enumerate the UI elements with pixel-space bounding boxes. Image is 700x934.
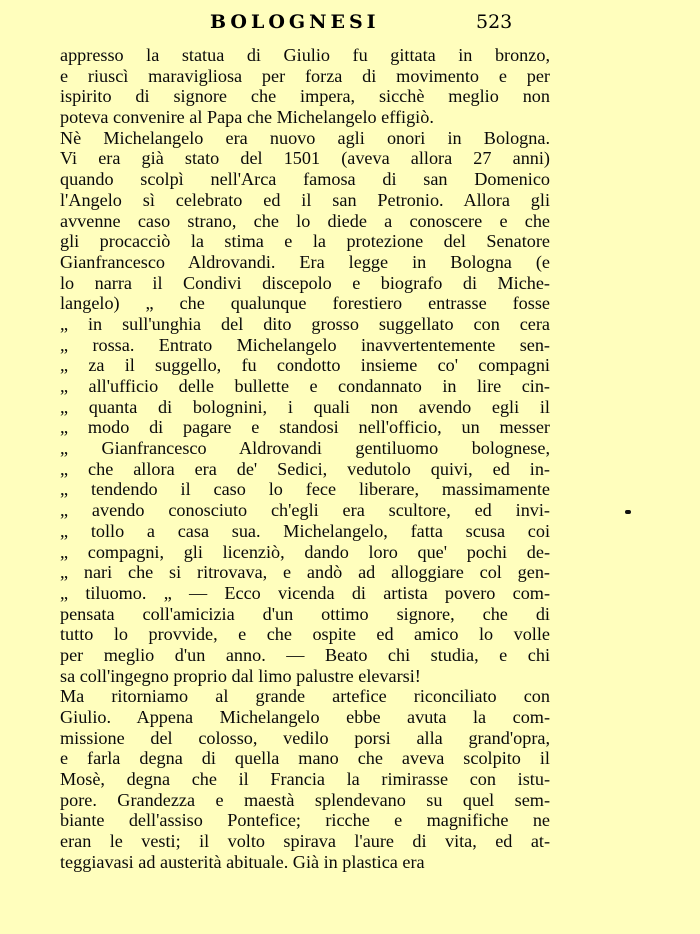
text-line: e farla degna di quella mano che aveva scolpito il [60,748,550,769]
text-line: „ quanta di bolognini, i quali non avendo egli il [60,396,550,417]
page-number: 523 [476,11,513,33]
text-line: poteva convenire al Papa che Michelangelo effigiò. [60,107,434,128]
text-line: „ nari che si ritrovava, e andò ad alloggiare col gen- [60,562,550,583]
text-line: pore. Grandezza e maestà splendevano su quel sem- [60,789,550,810]
text-line: „ Gianfrancesco Aldrovandi gentiluomo bolognese, [60,438,550,459]
running-title: BOLOGNESI [210,11,380,33]
text-line: appresso la statua di Giulio fu gittata in bronzo, [60,45,550,65]
text-line: e riuscì maravigliosa per forza di movimento e per [60,65,550,86]
text-line: avvenne caso strano, che lo diede a conoscere e che [60,210,550,231]
text-line: per meglio d'un anno. — Beato chi studia, e chi [60,644,550,665]
text-line: „ in sull'unghia del dito grosso suggellato con cera [60,313,550,334]
text-line: Giulio. Appena Michelangelo ebbe avuta la com- [60,707,550,727]
text-line: quando scolpì nell'Arca famosa di san Domenico [60,169,550,190]
text-line: „ compagni, gli licenziò, dando loro que' pochi de- [60,541,550,562]
text-line: „ tiluomo. „ — Ecco vicenda di artista povero com- [60,582,550,603]
text-line: „ avendo conosciuto ch'egli era scultore, ed invi- [60,500,550,521]
text-line: ispirito di signore che impera, sicchè meglio non [60,86,550,107]
text-line: langelo) „ che qualunque forestiero entrasse fosse [60,293,550,314]
text-line: „ modo di pagare e standosi nell'officio, un messer [60,417,550,438]
text-line: l'Angelo sì celebrato ed il san Petronio. Allora gli [60,189,550,210]
text-line: teggiavasi ad austerità abituale. Già in plastica era [60,851,425,872]
text-line: Mosè, degna che il Francia la rimirasse con istu- [60,769,550,790]
text-line: lo narra il Condivi discepolo e biografo di Miche- [60,272,550,293]
text-line: Vi era già stato del 1501 (aveva allora 27 anni) [60,148,550,169]
text-line: gli procacciò la stima e la protezione del Senatore [60,231,550,252]
ink-speck [625,510,631,514]
text-line: Nè Michelangelo era nuovo agli onori in Bologna. [60,127,550,148]
text-line: „ rossa. Entrato Michelangelo inavvertentemente sen- [60,334,550,355]
text-line: „ za il suggello, fu condotto insieme co' compagni [60,355,550,376]
text-line: Gianfrancesco Aldrovandi. Era legge in Bologna (e [60,251,550,272]
text-line: „ all'ufficio delle bullette e condannato in lire cin- [60,376,550,396]
text-line: „ tendendo il caso lo fece liberare, massimamente [60,479,550,500]
text-body [60,45,550,873]
text-line: Ma ritorniamo al grande artefice riconciliato con [60,686,550,707]
text-line: pensata coll'amicizia d'un ottimo signore, che di [60,603,550,624]
text-line: tutto lo provvide, e che ospite ed amico lo volle [60,624,550,645]
text-line: „ che allora era de' Sedici, vedutolo quivi, ed in- [60,458,550,479]
text-line: „ tollo a casa sua. Michelangelo, fatta scusa coi [60,520,550,541]
text-line: sa coll'ingegno proprio dal limo palustre elevarsi! [60,665,421,686]
text-line: missione del colosso, vedilo porsi alla grand'opra, [60,727,550,748]
text-line: biante dell'assiso Pontefice; ricche e magnifiche ne [60,810,550,831]
text-line: eran le vesti; il volto spirava l'aure di vita, ed at- [60,831,550,852]
